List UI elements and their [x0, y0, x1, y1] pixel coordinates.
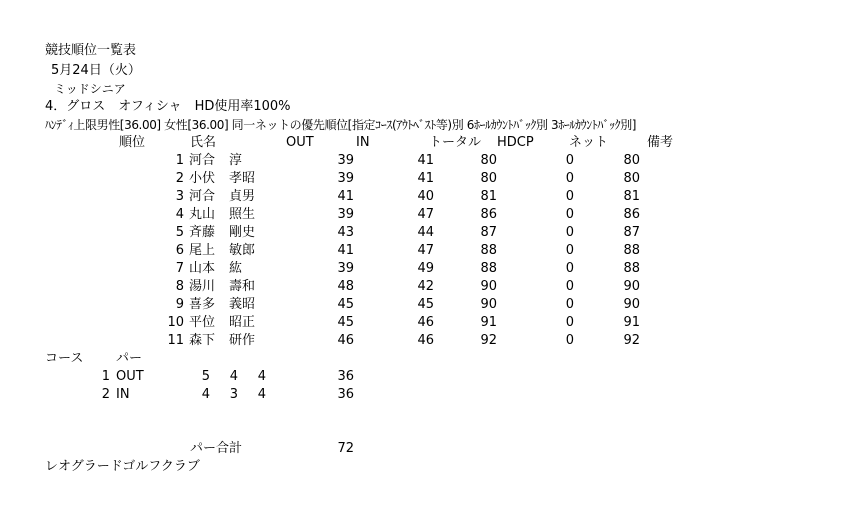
hdcp-cell: 0	[565, 279, 574, 294]
hole-par-cell: 4	[229, 369, 238, 384]
col-hdcp-header: HDCP	[497, 135, 534, 150]
family-name-cell: 小伏	[189, 171, 216, 186]
hdcp-cell: 0	[565, 225, 574, 240]
hole-par-cell: 3	[229, 387, 238, 402]
course-no-cell: 2	[101, 387, 110, 402]
given-name-cell: 照生	[229, 207, 256, 222]
hdcp-cell: 0	[565, 333, 574, 348]
hdcp-cell: 0	[565, 189, 574, 204]
hdcp-cell: 0	[565, 297, 574, 312]
in-score-cell: 41	[417, 171, 434, 186]
col-total-header: トータル	[429, 135, 482, 150]
hole-par-cell: 5	[201, 369, 210, 384]
given-name-cell: 研作	[229, 333, 256, 348]
rank-cell: 5	[175, 225, 184, 240]
net-score-cell: 92	[623, 333, 640, 348]
document-title: 競技順位一覧表	[45, 43, 137, 58]
hole-par-cell: 4	[257, 387, 266, 402]
out-score-cell: 45	[337, 297, 354, 312]
course-name-cell: OUT	[116, 369, 144, 384]
given-name-cell: 壽和	[229, 279, 256, 294]
course-name-cell: IN	[116, 387, 130, 402]
out-score-cell: 41	[337, 243, 354, 258]
in-score-cell: 42	[417, 279, 434, 294]
total-score-cell: 88	[480, 243, 497, 258]
total-score-cell: 88	[480, 261, 497, 276]
out-score-cell: 41	[337, 189, 354, 204]
net-score-cell: 88	[623, 261, 640, 276]
course-par-total-cell: 36	[337, 387, 354, 402]
out-score-cell: 45	[337, 315, 354, 330]
rank-cell: 1	[175, 153, 184, 168]
course-label: コース	[45, 351, 84, 366]
net-score-cell: 81	[623, 189, 640, 204]
family-name-cell: 喜多	[189, 297, 216, 312]
hole-par-cell: 4	[257, 369, 266, 384]
family-name-cell: 湯川	[189, 279, 216, 294]
col-net-header: ネット	[569, 135, 609, 150]
family-name-cell: 河合	[189, 153, 216, 168]
par-label: パー	[116, 351, 143, 366]
rank-cell: 11	[167, 333, 184, 348]
total-score-cell: 80	[480, 153, 497, 168]
event-name: 4．グロス オフィシャ HD使用率100%	[45, 99, 291, 114]
hole-par-cell: 4	[201, 387, 210, 402]
net-score-cell: 88	[623, 243, 640, 258]
col-in-header: IN	[356, 135, 370, 150]
out-score-cell: 39	[337, 171, 354, 186]
in-score-cell: 44	[417, 225, 434, 240]
par-total-value: 72	[337, 441, 354, 456]
rank-cell: 7	[175, 261, 184, 276]
in-score-cell: 49	[417, 261, 434, 276]
rank-cell: 2	[175, 171, 184, 186]
total-score-cell: 92	[480, 333, 497, 348]
rank-cell: 10	[167, 315, 184, 330]
net-score-cell: 80	[623, 153, 640, 168]
total-score-cell: 86	[480, 207, 497, 222]
given-name-cell: 淳	[229, 153, 243, 168]
family-name-cell: 森下	[189, 333, 216, 348]
total-score-cell: 90	[480, 279, 497, 294]
rank-cell: 4	[175, 207, 184, 222]
golf-club-name: レオグラードゴルフクラブ	[45, 459, 200, 474]
total-score-cell: 91	[480, 315, 497, 330]
given-name-cell: 剛史	[229, 225, 256, 240]
course-par-total-cell: 36	[337, 369, 354, 384]
given-name-cell: 義昭	[229, 297, 256, 312]
net-score-cell: 87	[623, 225, 640, 240]
given-name-cell: 孝昭	[229, 171, 256, 186]
in-score-cell: 47	[417, 243, 434, 258]
in-score-cell: 45	[417, 297, 434, 312]
in-score-cell: 41	[417, 153, 434, 168]
family-name-cell: 山本	[189, 261, 216, 276]
net-score-cell: 86	[623, 207, 640, 222]
hdcp-cell: 0	[565, 243, 574, 258]
hdcp-cell: 0	[565, 171, 574, 186]
out-score-cell: 39	[337, 153, 354, 168]
net-score-cell: 80	[623, 171, 640, 186]
hdcp-cell: 0	[565, 153, 574, 168]
net-score-cell: 90	[623, 279, 640, 294]
course-no-cell: 1	[101, 369, 110, 384]
given-name-cell: 貞男	[229, 189, 256, 204]
rank-cell: 6	[175, 243, 184, 258]
family-name-cell: 尾上	[189, 243, 216, 258]
col-name-header: 氏名	[190, 135, 217, 150]
given-name-cell: 紘	[229, 261, 243, 276]
par-total-label: パー合計	[190, 441, 243, 456]
out-score-cell: 46	[337, 333, 354, 348]
out-score-cell: 39	[337, 207, 354, 222]
given-name-cell: 昭正	[229, 315, 256, 330]
family-name-cell: 河合	[189, 189, 216, 204]
total-score-cell: 90	[480, 297, 497, 312]
hdcp-cell: 0	[565, 261, 574, 276]
given-name-cell: 敏郎	[229, 243, 256, 258]
out-score-cell: 48	[337, 279, 354, 294]
col-rank-header: 順位	[119, 135, 146, 150]
handicap-rule: ﾊﾝﾃﾞｨ上限男性[36.00] 女性[36.00] 同一ネットの優先順位[指定ｺｰｽ(ｱｳﾄﾍﾞｽﾄ等)別 6ﾎｰﾙｶｳﾝﾄﾊﾞｯｸ別 3ﾎｰﾙｶｳﾝﾄﾊﾞｯｸ別]	[45, 118, 637, 132]
player-category: ミッドシニア	[54, 82, 126, 96]
out-score-cell: 43	[337, 225, 354, 240]
rank-cell: 8	[175, 279, 184, 294]
col-remarks-header: 備考	[647, 135, 674, 150]
hdcp-cell: 0	[565, 315, 574, 330]
col-out-header: OUT	[286, 135, 314, 150]
family-name-cell: 丸山	[189, 207, 216, 222]
net-score-cell: 91	[623, 315, 640, 330]
in-score-cell: 47	[417, 207, 434, 222]
in-score-cell: 40	[417, 189, 434, 204]
out-score-cell: 39	[337, 261, 354, 276]
in-score-cell: 46	[417, 333, 434, 348]
rank-cell: 9	[175, 297, 184, 312]
total-score-cell: 87	[480, 225, 497, 240]
family-name-cell: 平位	[189, 315, 216, 330]
family-name-cell: 斉藤	[189, 225, 216, 240]
in-score-cell: 46	[417, 315, 434, 330]
total-score-cell: 81	[480, 189, 497, 204]
hdcp-cell: 0	[565, 207, 574, 222]
total-score-cell: 80	[480, 171, 497, 186]
net-score-cell: 90	[623, 297, 640, 312]
event-date: 5月24日（火）	[51, 63, 141, 78]
rank-cell: 3	[175, 189, 184, 204]
